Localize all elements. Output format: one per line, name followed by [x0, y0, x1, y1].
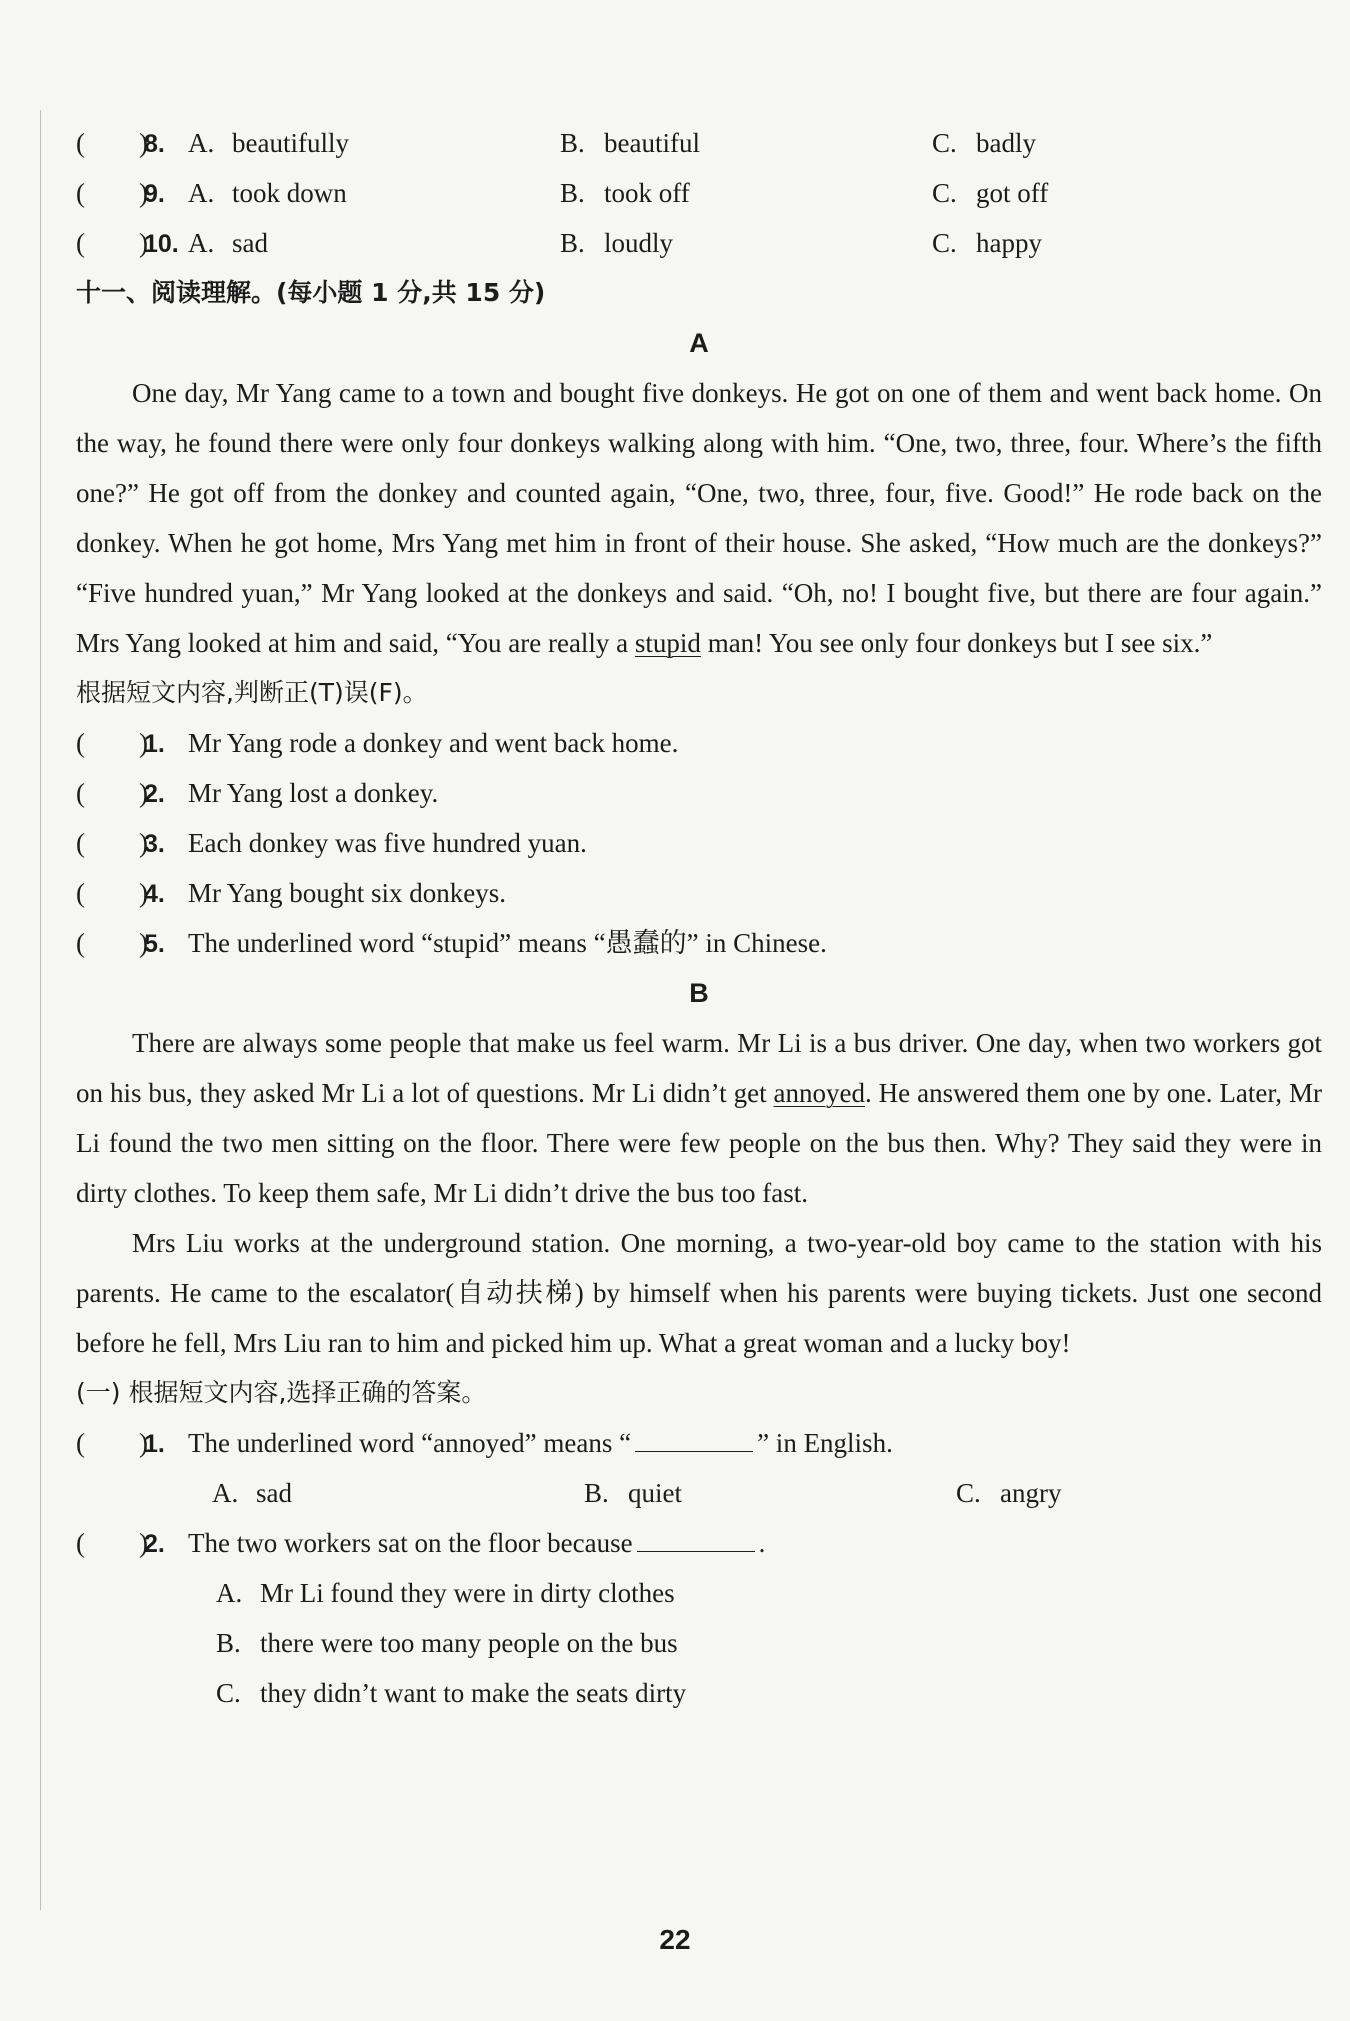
- tf-statement-2: [76, 768, 1322, 818]
- option-c: C. happy: [932, 228, 1042, 258]
- option-c: C. badly: [932, 128, 1036, 158]
- tf-statement-4: [76, 868, 1322, 918]
- question-number: 10.: [144, 230, 179, 258]
- question-number: 1.: [144, 1430, 165, 1458]
- tf-statement-3: [76, 818, 1322, 868]
- statement-text: Mr Yang lost a donkey.: [188, 778, 439, 808]
- option-a: A. took down: [188, 178, 347, 208]
- margin-line: [40, 110, 41, 1910]
- question-number: 9.: [144, 180, 165, 208]
- option-b: B. loudly: [560, 228, 674, 258]
- option-c: C. they didn’t want to make the seats dirty: [216, 1678, 687, 1708]
- option-a: A. Mr Li found they were in dirty clothes: [216, 1578, 675, 1608]
- option-b: B. took off: [560, 178, 690, 208]
- statement-text: Mr Yang bought six donkeys.: [188, 878, 507, 908]
- answer-paren[interactable]: ( ): [76, 1528, 148, 1558]
- answer-paren[interactable]: ( ): [76, 228, 148, 258]
- section-title: 十一、阅读理解。(每小题 1 分,共 15 分): [76, 278, 546, 307]
- question-number: 5.: [144, 930, 165, 958]
- answer-paren[interactable]: ( ): [76, 778, 148, 808]
- option-c: C. angry: [956, 1478, 1062, 1508]
- answer-paren[interactable]: ( ): [76, 928, 148, 958]
- option-a: A. sad: [188, 228, 268, 258]
- answer-paren[interactable]: ( ): [76, 828, 148, 858]
- passage-b-paragraph-2: Mrs Liu works at the underground station. One morning, a two-year-old boy came to the station with his parents. He came to the escalator(自动扶梯) by himself when his parents were buying tickets. Just one second before he fell, Mrs Liu ran to him and picked him up. What a great woman and a lucky boy!: [76, 1228, 1322, 1358]
- option-a: A. sad: [212, 1478, 292, 1508]
- tf-statement-5: [76, 918, 1322, 968]
- option-c: C. got off: [932, 178, 1049, 208]
- question-number: 8.: [144, 130, 165, 158]
- answer-paren[interactable]: ( ): [76, 178, 148, 208]
- page-content: [76, 118, 1322, 1718]
- mc-question-1-options: [76, 1468, 1322, 1518]
- answer-blank[interactable]: [635, 1429, 753, 1452]
- option-b: B. quiet: [584, 1478, 682, 1508]
- passage-a-text: One day, Mr Yang came to a town and bought five donkeys. He got on one of them and went back home. On the way, he found there were only four donkeys walking along with him. “One, two, three, four. Where’s the fifth one?” He got off from the donkey and counted again, “One, two, three, four, five. Good!” He rode back on the donkey. When he got home, Mrs Yang met him in front of their house. She asked, “How much are the donkeys?” “Five hundred yuan,” Mr Yang looked at the donkeys and said. “Oh, no! I bought five, but there are four again.” Mrs Yang looked at him and said, “You are really a stupid man! You see only four donkeys but I see six.”: [76, 378, 1322, 658]
- answer-blank[interactable]: [637, 1529, 755, 1552]
- answer-paren[interactable]: ( ): [76, 728, 148, 758]
- passage-b-instruction: (一) 根据短文内容,选择正确的答案。: [76, 1378, 487, 1407]
- passage-a-instruction: 根据短文内容,判断正(T)误(F)。: [76, 678, 428, 707]
- option-b: B. there were too many people on the bus: [216, 1628, 678, 1658]
- statement-text: Mr Yang rode a donkey and went back home.: [188, 728, 679, 758]
- choice-question-9: [76, 168, 1322, 218]
- mc-question-2: [76, 1518, 1322, 1568]
- question-number: 2.: [144, 780, 165, 808]
- tf-statement-1: [76, 718, 1322, 768]
- passage-b-paragraph-1: There are always some people that make us feel warm. Mr Li is a bus driver. One day, when two workers got on his bus, they asked Mr Li a lot of questions. Mr Li didn’t get annoyed. He answered them one by one. Later, Mr Li found the two men sitting on the floor. There were few people on the bus then. Why? They said they were in dirty clothes. To keep them safe, Mr Li didn’t drive the bus too fast.: [76, 1028, 1322, 1208]
- question-text: The underlined word “annoyed” means “ ” in English.: [188, 1428, 893, 1458]
- choice-question-10: [76, 218, 1322, 268]
- answer-paren[interactable]: ( ): [76, 1428, 148, 1458]
- statement-text: The underlined word “stupid” means “愚蠢的” in Chinese.: [188, 928, 827, 958]
- answer-paren[interactable]: ( ): [76, 128, 148, 158]
- answer-paren[interactable]: ( ): [76, 878, 148, 908]
- statement-text: Each donkey was five hundred yuan.: [188, 828, 587, 858]
- question-number: 2.: [144, 1530, 165, 1558]
- underlined-word-annoyed: annoyed: [773, 1078, 865, 1108]
- question-number: 1.: [144, 730, 165, 758]
- page-number: 22: [659, 1924, 691, 1955]
- underlined-word-stupid: stupid: [634, 628, 701, 658]
- question-text: The two workers sat on the floor because .: [188, 1528, 766, 1558]
- option-a: A. beautifully: [188, 128, 349, 158]
- choice-question-8: [76, 118, 1322, 168]
- passage-a-heading: A: [689, 328, 709, 358]
- option-b: B. beautiful: [560, 128, 700, 158]
- question-number: 4.: [144, 880, 165, 908]
- question-number: 3.: [144, 830, 165, 858]
- mc-question-1: [76, 1418, 1322, 1468]
- passage-b-heading: B: [689, 978, 709, 1008]
